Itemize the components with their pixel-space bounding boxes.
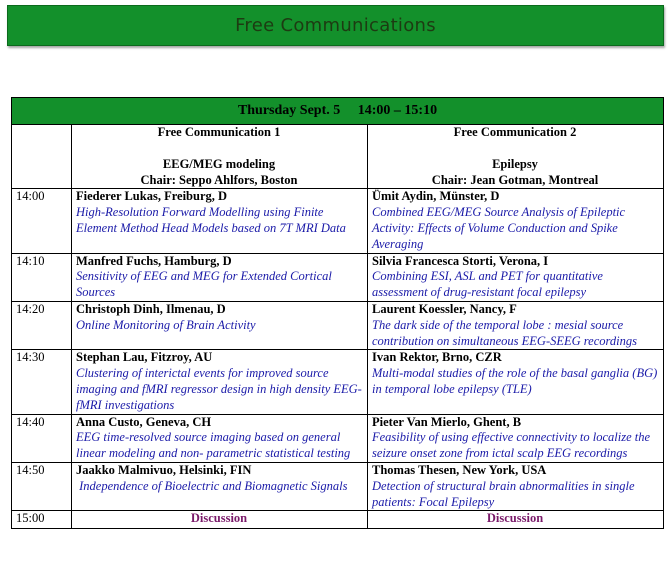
time-cell: 14:10 [12,253,72,301]
talk-cell [368,253,664,301]
session-heading: Free Communication 2 [453,125,577,139]
talk-title: Detection of structural brain abnormalities in single patients: Focal Epilepsy [372,478,635,509]
day-header-row [12,98,664,125]
speaker: Anna Custo, Geneva, CH [76,414,212,429]
banner-title: Free Communications [235,15,436,36]
talk-cell [72,462,368,510]
session-chair: Chair: Jean Gotman, Montreal [431,172,599,187]
speaker: Laurent Koessler, Nancy, F [372,301,517,316]
time-cell: 14:50 [12,462,72,510]
time-header-cell [12,125,72,189]
speaker: Ümit Aydin, Münster, D [372,189,500,204]
talk-cell [368,189,664,253]
time-cell: 14:40 [12,414,72,462]
talk-cell [72,189,368,253]
speaker: Fiederer Lukas, Freiburg, D [76,189,228,204]
session-topic: Epilepsy [492,156,538,171]
talk-cell [368,350,664,414]
session-header-row [12,125,664,189]
speaker: Pieter Van Mierlo, Ghent, B [372,414,522,429]
talk-title: High-Resolution Forward Modelling using Finite Element Method Head Models based on 7T MRI Data [76,205,346,235]
discussion-cell: Discussion [368,511,664,529]
schedule-table [11,97,664,529]
schedule-row [12,350,664,414]
talk-title: The dark side of the temporal lobe : mesial source contribution on simultaneous EEG-SEEG recordings [372,317,638,348]
page-banner [7,5,664,46]
session-chair: Chair: Seppo Ahlfors, Boston [140,172,298,187]
discussion-cell: Discussion [72,511,368,529]
talk-cell [72,301,368,349]
session-heading: Free Communication 1 [157,125,281,139]
talk-cell [368,301,664,349]
speaker: Christoph Dinh, Ilmenau, D [76,301,226,316]
talk-title: Sensitivity of EEG and MEG for Extended Cortical Sources [76,269,332,300]
talk-cell [368,414,664,462]
speaker: Thomas Thesen, New York, USA [372,462,547,477]
schedule-row [12,414,664,462]
talk-title: Combined EEG/MEG Source Analysis of Epileptic Activity: Effects of Volume Conduction and Spike Averaging [372,205,626,251]
talk-title: Feasibility of using effective connectivity to localize the seizure onset zone from ictal scalp EEG recordings [372,430,651,461]
talk-title: EEG time-resolved source imaging based on general linear modeling and non- parametric statistical testing [76,430,351,461]
day-header: Thursday Sept. 5 14:00 – 15:10 [12,98,664,125]
talk-title: Combining ESI, ASL and PET for quantitative assessment of drug-resistant focal epilepsy [372,269,603,300]
talk-title: Clustering of interictal events for improved source imaging and fMRI regressor design in high density EEG-fMRI investigations [76,366,362,412]
speaker: Manfred Fuchs, Hamburg, D [76,253,232,268]
session-header-1 [72,125,368,189]
discussion-row [12,511,664,529]
time-cell: 14:20 [12,301,72,349]
speaker: Stephan Lau, Fitzroy, AU [76,350,213,365]
talk-title: Online Monitoring of Brain Activity [76,317,256,332]
schedule-row [12,253,664,301]
talk-title: Independence of Bioelectric and Biomagnetic Signals [76,478,348,493]
talk-cell [72,350,368,414]
talk-title: Multi-modal studies of the role of the basal ganglia (BG) in temporal lobe epilepsy (TLE) [372,366,658,396]
session-header-2 [368,125,664,189]
talk-cell [72,414,368,462]
schedule-row [12,301,664,349]
time-cell: 14:00 [12,189,72,253]
session-topic: EEG/MEG modeling [162,156,276,171]
time-cell: 15:00 [12,511,72,529]
time-cell: 14:30 [12,350,72,414]
schedule-row [12,189,664,253]
talk-cell [368,462,664,510]
speaker: Ivan Rektor, Brno, CZR [372,350,502,365]
speaker: Jaakko Malmivuo, Helsinki, FIN [76,462,252,477]
schedule-row [12,462,664,510]
talk-cell [72,253,368,301]
speaker: Silvia Francesca Storti, Verona, I [372,253,549,268]
